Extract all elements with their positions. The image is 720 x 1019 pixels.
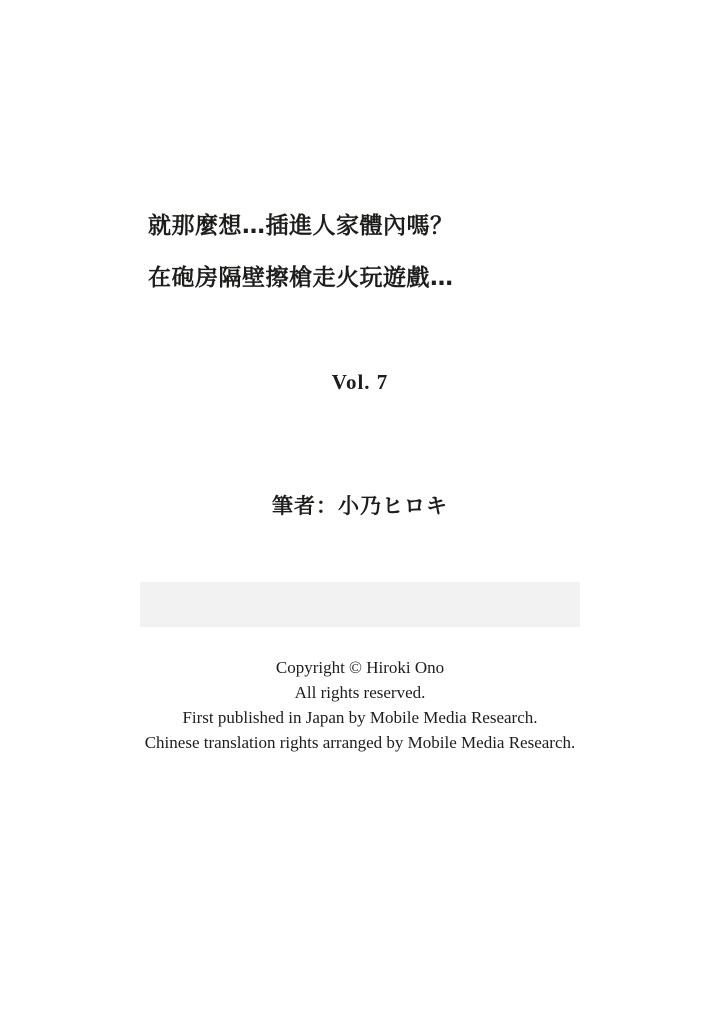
- copyright-line-2: All rights reserved.: [294, 683, 426, 702]
- publisher-logo-placeholder: [140, 582, 580, 627]
- copyright-line-3: First published in Japan by Mobile Media Research.: [182, 708, 538, 727]
- title-block: [148, 200, 588, 304]
- copyright-line-4: Chinese translation rights arranged by Mobile Media Research.: [144, 733, 576, 752]
- title-line-2: 在砲房隔壁擦槍走火玩遊戲…: [148, 265, 454, 291]
- copyright-block: [0, 655, 720, 755]
- title-line-1: 就那麼想…插進人家體內嗎？: [148, 213, 454, 239]
- copyright-line-1: Copyright © Hiroki Ono: [275, 658, 445, 677]
- author-label: 筆者：小乃ヒロキ: [272, 494, 448, 518]
- volume-label: Vol. 7: [331, 370, 389, 394]
